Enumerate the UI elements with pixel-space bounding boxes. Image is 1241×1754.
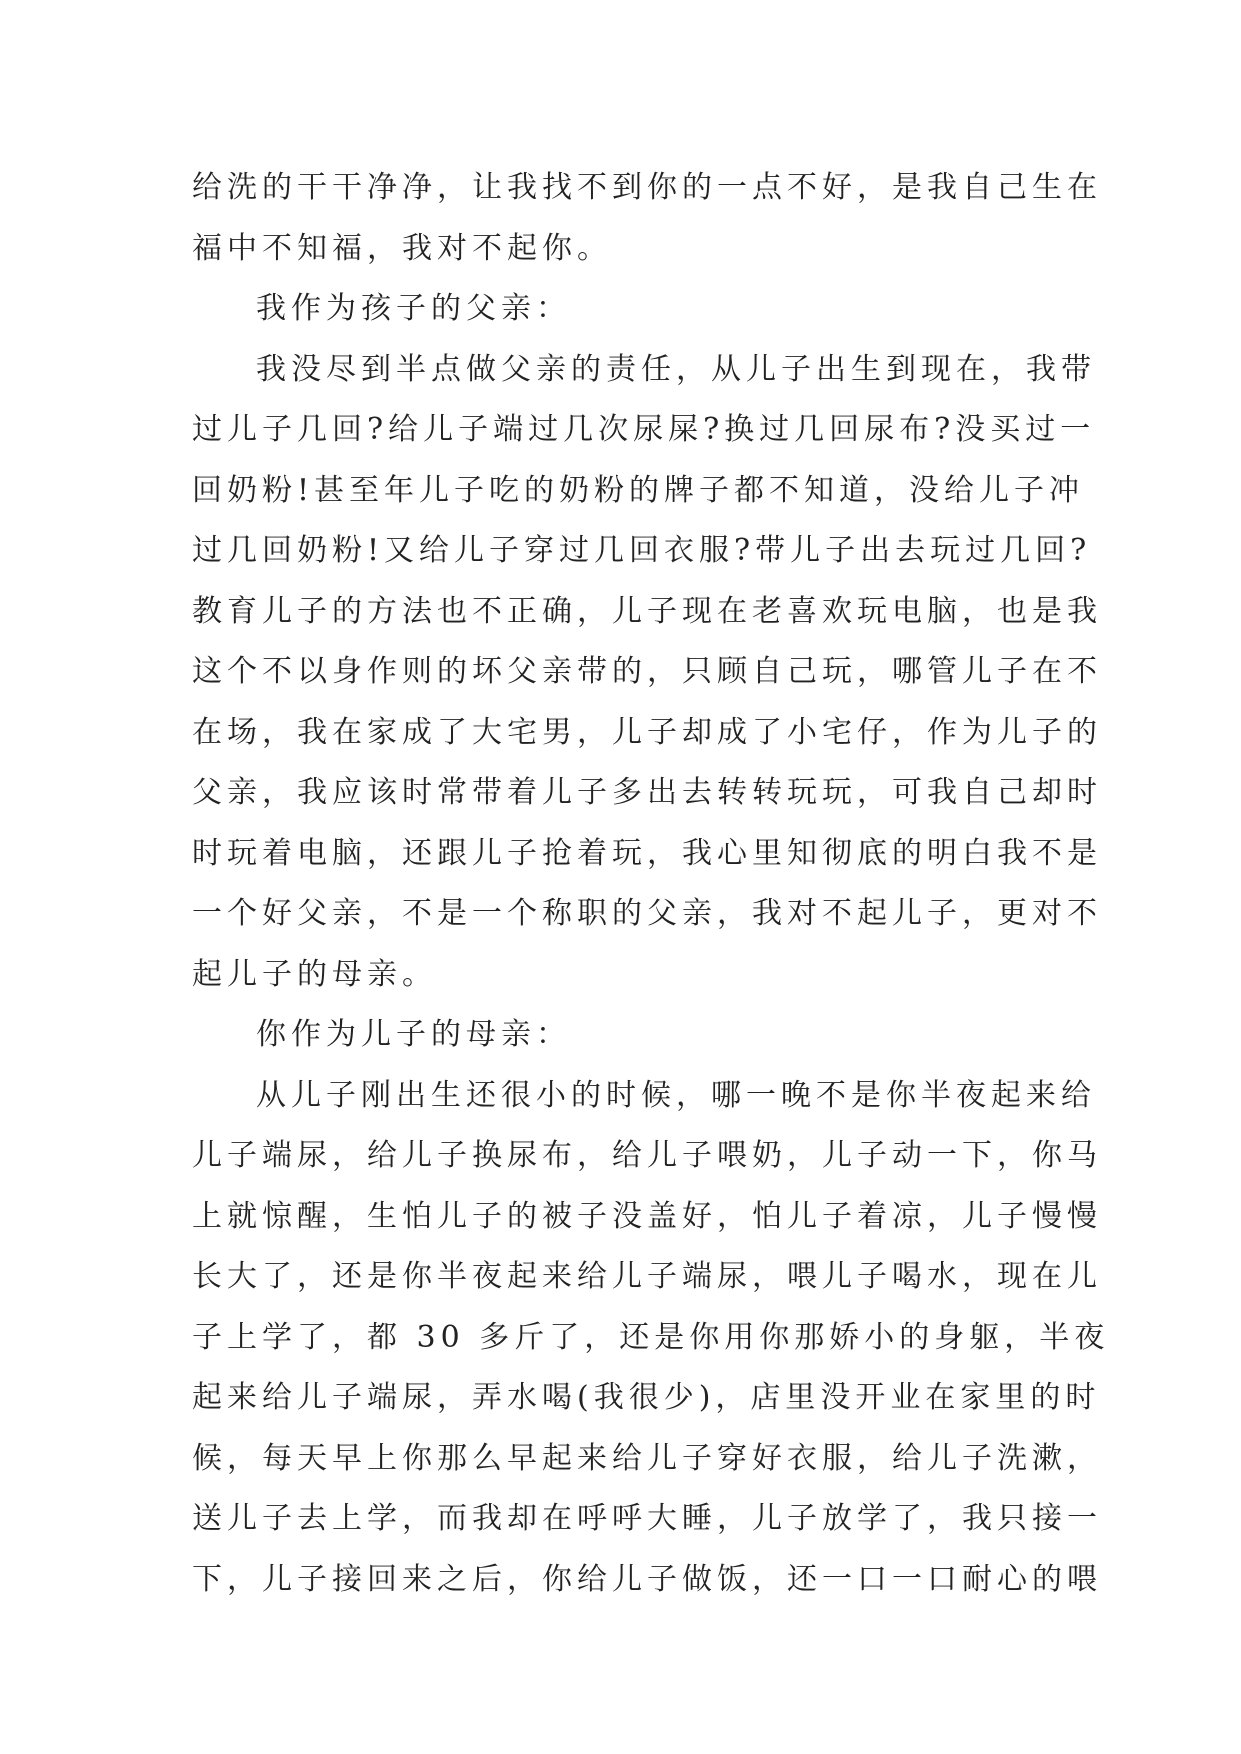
text-line: 在场，我在家成了大宅男，儿子却成了小宅仔，作为儿子的 <box>192 714 1102 750</box>
text-line: 长大了，还是你半夜起来给儿子端尿，喂儿子喝水，现在儿 <box>192 1259 1102 1294</box>
text-line: 一个好父亲，不是一个称职的父亲，我对不起儿子，更对不 <box>192 896 1102 931</box>
text-line: 子上学了，都 30 多斤了，还是你用你那娇小的身躯，半夜 <box>192 1319 1110 1355</box>
text-line: 过几回奶粉!又给儿子穿过几回衣服?带儿子出去玩过几回? <box>192 533 1092 568</box>
section-heading-mother: 你作为儿子的母亲： <box>256 1017 571 1052</box>
paragraph-start: 我没尽到半点做父亲的责任，从儿子出生到现在，我带 <box>256 351 1096 387</box>
text-line: 教育儿子的方法也不正确，儿子现在老喜欢玩电脑，也是我 <box>192 593 1102 629</box>
text-line: 过儿子几回?给儿子端过几次尿屎?换过几回尿布?没买过一 <box>192 412 1096 447</box>
text-line: 起来给儿子端尿，弄水喝(我很少)，店里没开业在家里的时 <box>192 1380 1101 1415</box>
text-line: 回奶粉!甚至年儿子吃的奶粉的牌子都不知道，没给儿子冲 <box>192 472 1085 508</box>
section-heading-father: 我作为孩子的父亲： <box>256 291 571 326</box>
text-line: 父亲，我应该时常带着儿子多出去转转玩玩，可我自己却时 <box>192 775 1102 810</box>
paragraph-start: 从儿子刚出生还很小的时候，哪一晚不是你半夜起来给 <box>256 1077 1096 1113</box>
text-line: 给洗的干干净净，让我找不到你的一点不好，是我自己生在 <box>192 170 1102 205</box>
text-line: 儿子端尿，给儿子换尿布，给儿子喂奶，儿子动一下，你马 <box>192 1138 1102 1173</box>
text-line: 候，每天早上你那么早起来给儿子穿好衣服，给儿子洗漱， <box>192 1440 1102 1476</box>
text-line: 时玩着电脑，还跟儿子抢着玩，我心里知彻底的明白我不是 <box>192 835 1102 871</box>
body-text <box>192 158 1110 1610</box>
text-line: 下，儿子接回来之后，你给儿子做饭，还一口一口耐心的喂 <box>192 1561 1102 1597</box>
text-line: 起儿子的母亲。 <box>192 956 437 992</box>
text-line: 福中不知福，我对不起你。 <box>192 230 612 266</box>
text-line: 这个不以身作则的坏父亲带的，只顾自己玩，哪管儿子在不 <box>192 654 1102 689</box>
text-line: 送儿子去上学，而我却在呼呼大睡，儿子放学了，我只接一 <box>192 1501 1102 1536</box>
text-line: 上就惊醒，生怕儿子的被子没盖好，怕儿子着凉，儿子慢慢 <box>192 1198 1102 1234</box>
